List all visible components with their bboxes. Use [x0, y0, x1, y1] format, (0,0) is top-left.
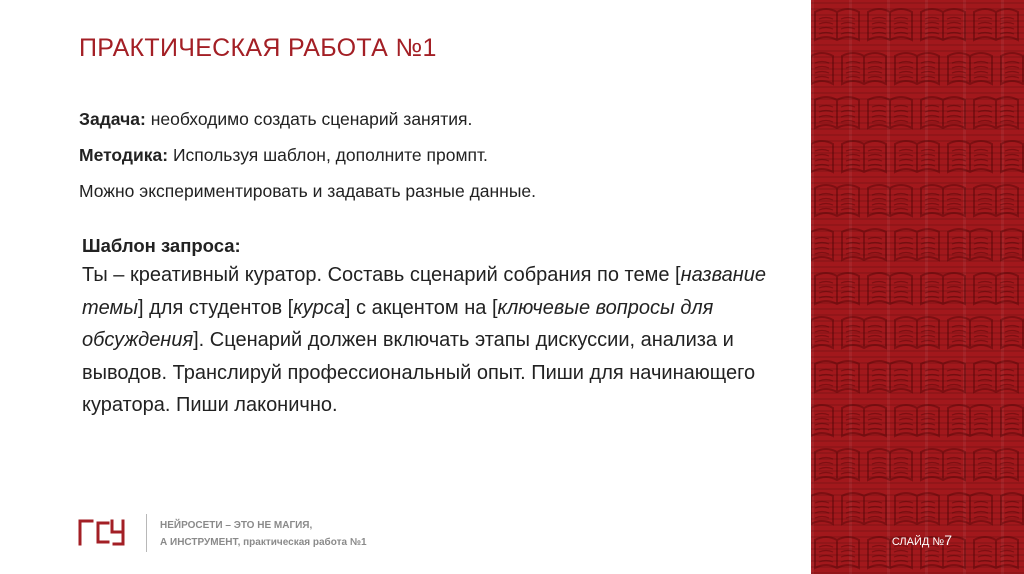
method-text: Используя шаблон, дополните промпт.	[168, 145, 488, 165]
template-heading: Шаблон запроса:	[82, 235, 241, 256]
template-text-4: ]. Сценарий должен включать этапы дискуссии, анализа и выводов. Транслируй профессиональный опыт. Пиши для начинающего куратора. Пиши лаконично.	[82, 329, 756, 417]
method-line	[79, 145, 488, 166]
gsu-logo-mark	[78, 518, 126, 546]
placeholder-topic: название темы	[82, 264, 766, 319]
task-text: необходимо создать сценарий занятия.	[145, 109, 473, 129]
slide-number	[892, 532, 952, 548]
template-block	[82, 233, 802, 422]
decorative-panel	[811, 0, 1024, 574]
placeholder-course: курса	[293, 296, 345, 319]
slide-label: СЛАЙД №	[891, 536, 945, 548]
gsu-logo	[78, 518, 126, 551]
slide-number-value: 7	[944, 532, 952, 548]
footer-line-1: НЕЙРОСЕТИ – ЭТО НЕ МАГИЯ,	[160, 520, 313, 531]
footer-line-2: А ИНСТРУМЕНТ, практическая работа №1	[160, 537, 367, 548]
template-text-1: Ты – креативный куратор. Составь сценарий собрания по теме [	[82, 264, 681, 286]
template-text-2: ] для студентов [	[138, 296, 294, 319]
slide-title: ПРАКТИЧЕСКАЯ РАБОТА №1	[79, 34, 437, 62]
placeholder-questions: ключевые вопросы для обсуждения	[82, 296, 714, 352]
task-line	[79, 109, 472, 130]
experiment-line: Можно экспериментировать и задавать разные данные.	[79, 181, 537, 201]
book-pattern-decoration	[811, 0, 1024, 574]
template-text-3: ] с акцентом на [	[344, 296, 498, 319]
method-label: Методика:	[79, 145, 169, 165]
task-label: Задача:	[79, 109, 146, 129]
footer-divider	[146, 514, 147, 552]
footer-caption	[160, 517, 367, 551]
